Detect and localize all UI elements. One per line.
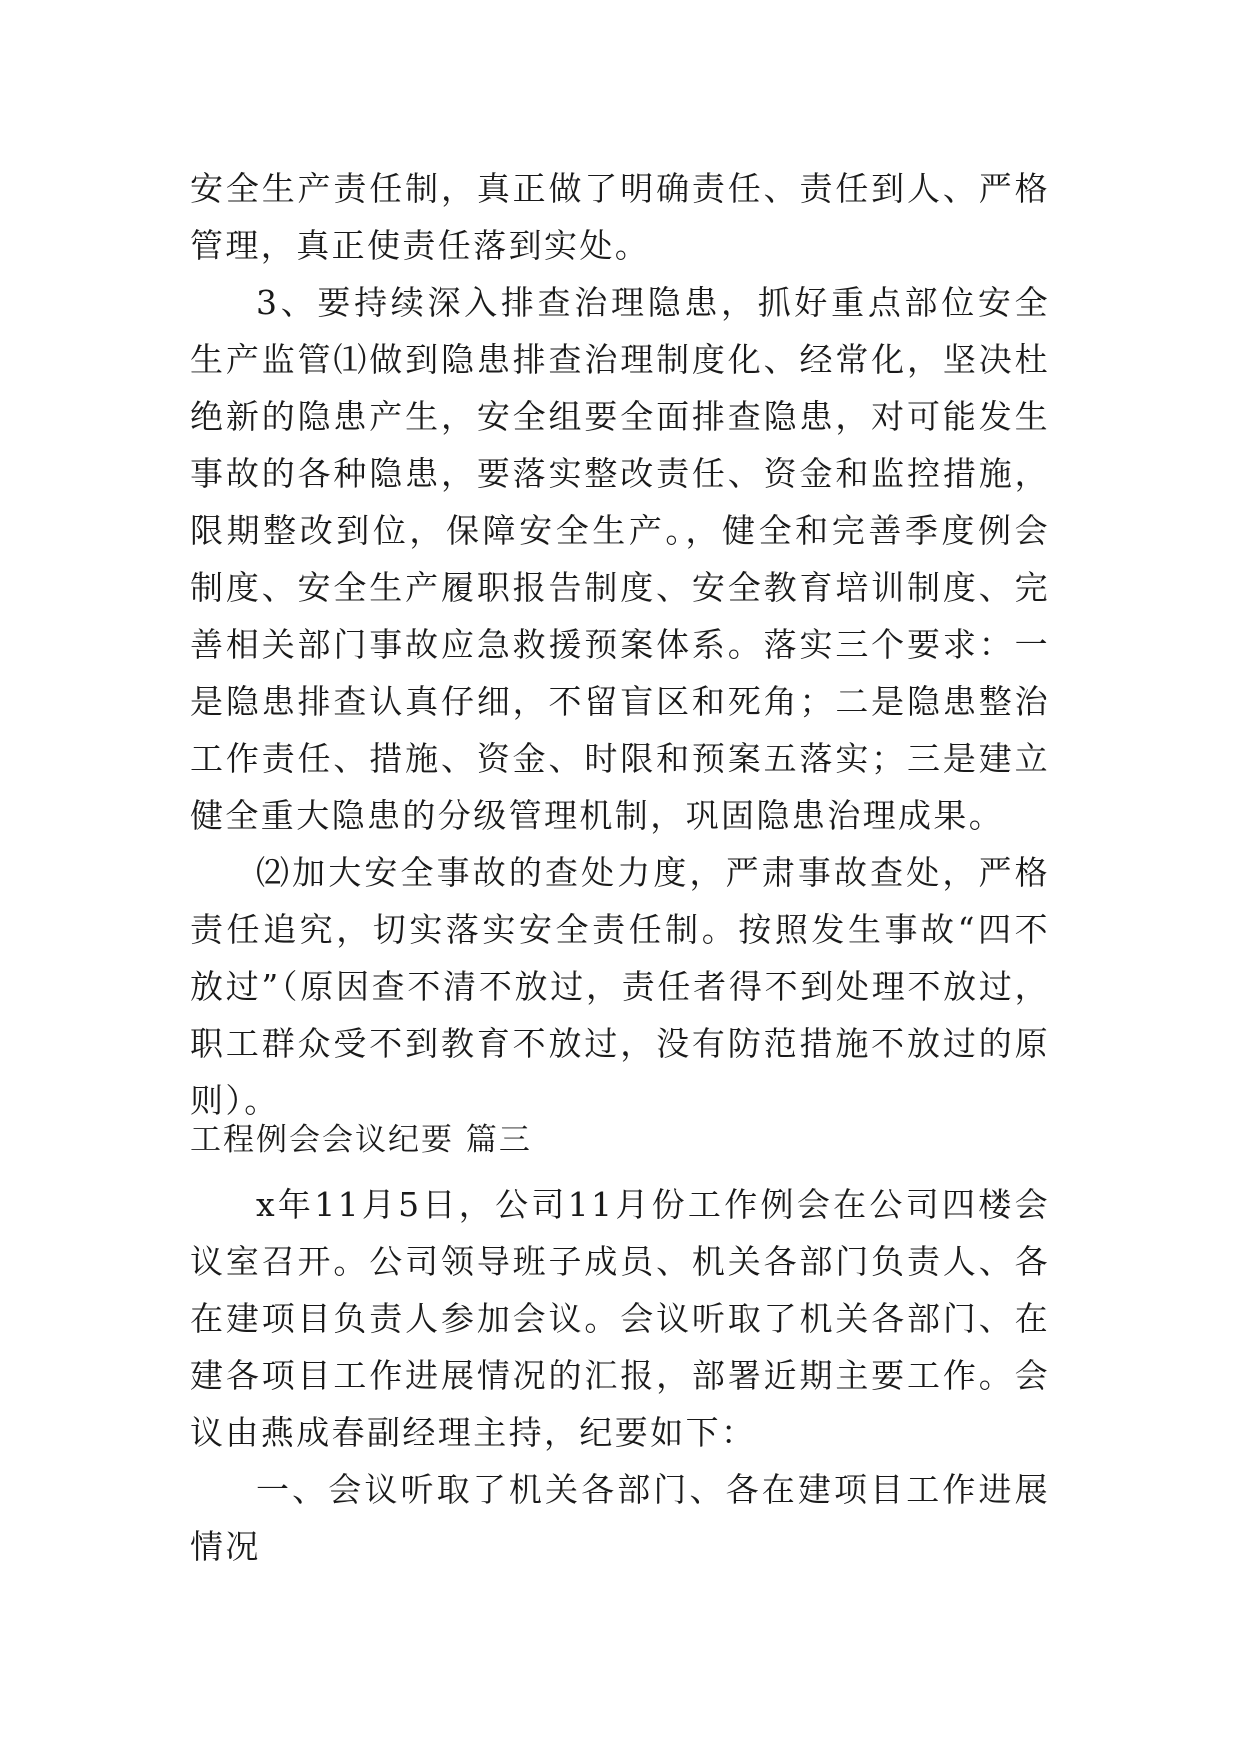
paragraph-item-3-2: ⑵加大安全事故的查处力度，严肃事故查处，严格责任追究，切实落实安全责任制。按照发生事故“四不放过”（原因查不清不放过，责任者得不到处理不放过，职工群众受不到教育不放过，没有防范措施不放过的原则）。 — [190, 853, 1050, 1120]
paragraph-point-1: 一、会议听取了机关各部门、各在建项目工作进展情况 — [190, 1470, 1050, 1566]
paragraph-meeting: x年11月5日，公司11月份工作例会在公司四楼会议室召开。公司领导班子成员、机关各部门负责人、各在建项目负责人参加会议。会议听取了机关各部门、在建各项目工作进展情况的汇报，部署近期主要工作。会议由燕成春副经理主持，纪要如下： — [190, 1185, 1050, 1452]
paragraph-continuation: 安全生产责任制，真正做了明确责任、责任到人、严格管理，真正使责任落到实处。 — [190, 169, 1050, 265]
paragraph-item-3: 3、要持续深入排查治理隐患，抓好重点部位安全生产监管⑴做到隐患排查治理制度化、经常化，坚决杜绝新的隐患产生，安全组要全面排查隐患，对可能发生事故的各种隐患，要落实整改责任、资金和监控措施，限期整改到位，保障安全生产。，健全和完善季度例会制度、安全生产履职报告制度、安全教育培训制度、完善相关部门事故应急救援预案体系。落实三个要求：一是隐患排查认真仔细，不留盲区和死角；二是隐患整治工作责任、措施、资金、时限和预案五落实；三是建立健全重大隐患的分级管理机制，巩固隐患治理成果。 — [190, 283, 1050, 835]
section-heading: 工程例会会议纪要 篇三 — [190, 1122, 532, 1158]
